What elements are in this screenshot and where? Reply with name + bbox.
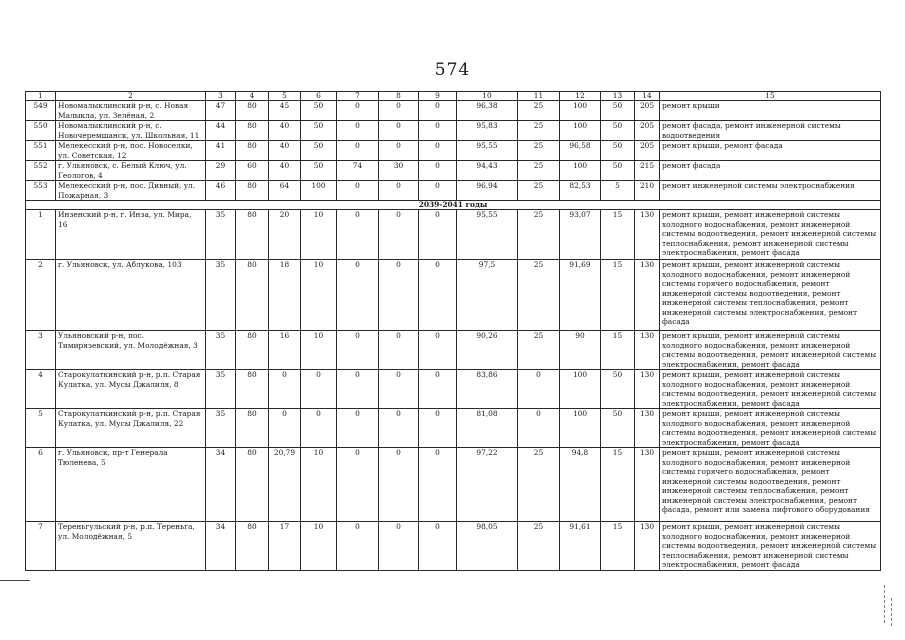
value-cell: 94,8 xyxy=(560,448,601,522)
value-cell: 0 xyxy=(518,370,560,409)
value-cell: 41 xyxy=(206,141,236,161)
value-cell: 130 xyxy=(635,260,660,331)
scan-mark xyxy=(884,585,885,623)
row-number-cell: 6 xyxy=(26,448,56,522)
address-cell: г. Ульяновск, с. Белый Ключ, ул. Геологов, 4 xyxy=(56,161,206,181)
value-cell: 100 xyxy=(560,409,601,448)
value-cell: 80 xyxy=(236,210,269,260)
value-cell: 0 xyxy=(337,331,379,370)
value-cell: 35 xyxy=(206,331,236,370)
value-cell: 15 xyxy=(601,210,635,260)
value-cell: 80 xyxy=(236,121,269,141)
value-cell: 35 xyxy=(206,409,236,448)
address-cell: Ульяновский р-н, пос. Тимирязевский, ул. Молодёжная, 3 xyxy=(56,331,206,370)
value-cell: 0 xyxy=(379,370,419,409)
works-cell: ремонт крыши, ремонт инженерной системы холодного водоснабжения, ремонт инженерной системы горячего водоснабжения, ремонт инженерной системы водоотведения, ремонт инженерной системы теплоснабжения, ремонт инженерной системы электроснабжения, ремонт фасада, ремонт или замена лифтового оборудования xyxy=(660,448,881,522)
value-cell: 25 xyxy=(518,181,560,201)
value-cell: 205 xyxy=(635,101,660,121)
table-row xyxy=(26,260,881,331)
header-row xyxy=(26,92,881,101)
value-cell: 96,38 xyxy=(457,101,518,121)
value-cell: 50 xyxy=(601,141,635,161)
value-cell: 215 xyxy=(635,161,660,181)
value-cell: 64 xyxy=(269,181,301,201)
value-cell: 0 xyxy=(337,409,379,448)
value-cell: 5 xyxy=(601,181,635,201)
works-cell: ремонт инженерной системы электроснабжения xyxy=(660,181,881,201)
value-cell: 91,69 xyxy=(560,260,601,331)
value-cell: 90,26 xyxy=(457,331,518,370)
value-cell: 60 xyxy=(236,161,269,181)
col-header: 3 xyxy=(206,92,236,101)
table-row xyxy=(26,370,881,409)
value-cell: 0 xyxy=(419,409,457,448)
value-cell: 100 xyxy=(301,181,337,201)
value-cell: 50 xyxy=(601,370,635,409)
value-cell: 40 xyxy=(269,121,301,141)
rows-bottom xyxy=(26,210,881,571)
row-number-cell: 550 xyxy=(26,121,56,141)
value-cell: 80 xyxy=(236,331,269,370)
capital-repair-table xyxy=(25,91,881,571)
row-number-cell: 551 xyxy=(26,141,56,161)
col-header: 12 xyxy=(560,92,601,101)
value-cell: 90 xyxy=(560,331,601,370)
value-cell: 0 xyxy=(337,101,379,121)
value-cell: 0 xyxy=(301,409,337,448)
value-cell: 34 xyxy=(206,522,236,571)
value-cell: 82,53 xyxy=(560,181,601,201)
value-cell: 0 xyxy=(419,370,457,409)
value-cell: 40 xyxy=(269,161,301,181)
table-row xyxy=(26,331,881,370)
works-cell: ремонт фасада, ремонт инженерной системы водоотведения xyxy=(660,121,881,141)
col-header: 10 xyxy=(457,92,518,101)
value-cell: 18 xyxy=(269,260,301,331)
value-cell: 10 xyxy=(301,210,337,260)
table-row xyxy=(26,101,881,121)
value-cell: 0 xyxy=(518,409,560,448)
value-cell: 0 xyxy=(419,448,457,522)
value-cell: 0 xyxy=(419,121,457,141)
address-cell: г. Ульяновск, ул. Аблукова, 103 xyxy=(56,260,206,331)
value-cell: 34 xyxy=(206,448,236,522)
row-number-cell: 553 xyxy=(26,181,56,201)
value-cell: 0 xyxy=(337,370,379,409)
works-cell: ремонт крыши, ремонт инженерной системы холодного водоснабжения, ремонт инженерной системы водоотведения, ремонт инженерной системы теплоснабжения, ремонт инженерной системы электроснабжения, ремонт фасада xyxy=(660,210,881,260)
value-cell: 210 xyxy=(635,181,660,201)
value-cell: 100 xyxy=(560,101,601,121)
value-cell: 50 xyxy=(601,409,635,448)
table-row xyxy=(26,181,881,201)
col-header: 6 xyxy=(301,92,337,101)
value-cell: 96,58 xyxy=(560,141,601,161)
value-cell: 45 xyxy=(269,101,301,121)
value-cell: 46 xyxy=(206,181,236,201)
works-cell: ремонт крыши, ремонт инженерной системы холодного водоснабжения, ремонт инженерной системы водоотведения, ремонт инженерной системы электроснабжения, ремонт фасада xyxy=(660,370,881,409)
value-cell: 0 xyxy=(419,141,457,161)
rows-top xyxy=(26,101,881,201)
row-number-cell: 549 xyxy=(26,101,56,121)
value-cell: 10 xyxy=(301,448,337,522)
value-cell: 205 xyxy=(635,141,660,161)
value-cell: 80 xyxy=(236,409,269,448)
value-cell: 0 xyxy=(379,181,419,201)
value-cell: 15 xyxy=(601,448,635,522)
value-cell: 80 xyxy=(236,370,269,409)
col-header: 1 xyxy=(26,92,56,101)
table-row xyxy=(26,522,881,571)
value-cell: 25 xyxy=(518,141,560,161)
value-cell: 50 xyxy=(301,141,337,161)
col-header: 9 xyxy=(419,92,457,101)
scan-mark xyxy=(891,598,892,626)
value-cell: 10 xyxy=(301,331,337,370)
value-cell: 0 xyxy=(337,448,379,522)
table-row xyxy=(26,161,881,181)
value-cell: 25 xyxy=(518,331,560,370)
value-cell: 0 xyxy=(337,121,379,141)
value-cell: 100 xyxy=(560,121,601,141)
value-cell: 80 xyxy=(236,141,269,161)
address-cell: Старокулаткинский р-н, р.п. Старая Кулатка, ул. Мусы Джалиля, 8 xyxy=(56,370,206,409)
value-cell: 35 xyxy=(206,370,236,409)
value-cell: 205 xyxy=(635,121,660,141)
value-cell: 20,79 xyxy=(269,448,301,522)
address-cell: г. Ульяновск, пр-т Генерала Тюленева, 5 xyxy=(56,448,206,522)
value-cell: 130 xyxy=(635,370,660,409)
value-cell: 0 xyxy=(337,522,379,571)
col-header: 2 xyxy=(56,92,206,101)
col-header: 14 xyxy=(635,92,660,101)
value-cell: 15 xyxy=(601,331,635,370)
value-cell: 15 xyxy=(601,522,635,571)
row-number-cell: 7 xyxy=(26,522,56,571)
value-cell: 50 xyxy=(601,121,635,141)
col-header: 4 xyxy=(236,92,269,101)
section-row xyxy=(26,201,881,210)
value-cell: 0 xyxy=(379,141,419,161)
value-cell: 83,86 xyxy=(457,370,518,409)
value-cell: 25 xyxy=(518,121,560,141)
value-cell: 25 xyxy=(518,448,560,522)
value-cell: 130 xyxy=(635,448,660,522)
value-cell: 0 xyxy=(379,331,419,370)
address-cell: Новомалыклинский р-н, с. Новочеремшанск, ул. Школьная, 11 xyxy=(56,121,206,141)
value-cell: 35 xyxy=(206,210,236,260)
value-cell: 0 xyxy=(419,210,457,260)
works-cell: ремонт крыши, ремонт инженерной системы холодного водоснабжения, ремонт инженерной системы водоотведения, ремонт инженерной системы электроснабжения, ремонт фасада xyxy=(660,409,881,448)
col-header: 13 xyxy=(601,92,635,101)
value-cell: 0 xyxy=(379,448,419,522)
value-cell: 47 xyxy=(206,101,236,121)
value-cell: 81,08 xyxy=(457,409,518,448)
value-cell: 74 xyxy=(337,161,379,181)
value-cell: 0 xyxy=(419,161,457,181)
value-cell: 0 xyxy=(419,101,457,121)
value-cell: 97,5 xyxy=(457,260,518,331)
value-cell: 0 xyxy=(269,409,301,448)
table-row xyxy=(26,448,881,522)
value-cell: 0 xyxy=(379,121,419,141)
value-cell: 94,43 xyxy=(457,161,518,181)
value-cell: 0 xyxy=(337,260,379,331)
value-cell: 25 xyxy=(518,161,560,181)
value-cell: 0 xyxy=(419,331,457,370)
value-cell: 15 xyxy=(601,260,635,331)
value-cell: 25 xyxy=(518,101,560,121)
value-cell: 91,61 xyxy=(560,522,601,571)
row-number-cell: 1 xyxy=(26,210,56,260)
row-number-cell: 5 xyxy=(26,409,56,448)
value-cell: 95,55 xyxy=(457,141,518,161)
value-cell: 0 xyxy=(379,409,419,448)
value-cell: 20 xyxy=(269,210,301,260)
value-cell: 0 xyxy=(379,522,419,571)
col-header: 5 xyxy=(269,92,301,101)
value-cell: 100 xyxy=(560,161,601,181)
value-cell: 80 xyxy=(236,101,269,121)
value-cell: 30 xyxy=(379,161,419,181)
value-cell: 10 xyxy=(301,522,337,571)
value-cell: 25 xyxy=(518,210,560,260)
value-cell: 130 xyxy=(635,409,660,448)
row-number-cell: 552 xyxy=(26,161,56,181)
works-cell: ремонт крыши, ремонт фасада xyxy=(660,141,881,161)
col-header: 7 xyxy=(337,92,379,101)
value-cell: 50 xyxy=(601,101,635,121)
value-cell: 50 xyxy=(601,161,635,181)
value-cell: 0 xyxy=(419,522,457,571)
address-cell: Инзенский р-н, г. Инза, ул. Мира, 16 xyxy=(56,210,206,260)
value-cell: 80 xyxy=(236,522,269,571)
address-cell: Мелекесский р-н, пос. Новоселки, ул. Советская, 12 xyxy=(56,141,206,161)
value-cell: 0 xyxy=(379,101,419,121)
value-cell: 50 xyxy=(301,161,337,181)
value-cell: 93,07 xyxy=(560,210,601,260)
value-cell: 130 xyxy=(635,331,660,370)
value-cell: 0 xyxy=(419,181,457,201)
value-cell: 0 xyxy=(301,370,337,409)
value-cell: 50 xyxy=(301,101,337,121)
works-cell: ремонт крыши, ремонт инженерной системы холодного водоснабжения, ремонт инженерной системы водоотведения, ремонт инженерной системы электроснабжения, ремонт фасада xyxy=(660,331,881,370)
value-cell: 25 xyxy=(518,260,560,331)
col-header: 15 xyxy=(660,92,881,101)
row-number-cell: 3 xyxy=(26,331,56,370)
value-cell: 0 xyxy=(419,260,457,331)
value-cell: 95,83 xyxy=(457,121,518,141)
works-cell: ремонт крыши xyxy=(660,101,881,121)
address-cell: Старокулаткинский р-н, р.п. Старая Кулатка, ул. Мусы Джалиля, 22 xyxy=(56,409,206,448)
value-cell: 0 xyxy=(379,210,419,260)
value-cell: 29 xyxy=(206,161,236,181)
value-cell: 25 xyxy=(518,522,560,571)
table-row xyxy=(26,210,881,260)
value-cell: 97,22 xyxy=(457,448,518,522)
row-number-cell: 2 xyxy=(26,260,56,331)
value-cell: 16 xyxy=(269,331,301,370)
address-cell: Мелекесский р-н, пос. Дивный, ул. Пожарная, 3 xyxy=(56,181,206,201)
value-cell: 50 xyxy=(301,121,337,141)
value-cell: 17 xyxy=(269,522,301,571)
table-row xyxy=(26,409,881,448)
value-cell: 95,55 xyxy=(457,210,518,260)
value-cell: 130 xyxy=(635,210,660,260)
value-cell: 80 xyxy=(236,181,269,201)
value-cell: 130 xyxy=(635,522,660,571)
value-cell: 96,94 xyxy=(457,181,518,201)
table-row xyxy=(26,141,881,161)
value-cell: 10 xyxy=(301,260,337,331)
value-cell: 100 xyxy=(560,370,601,409)
section-title: 2039-2041 годы xyxy=(26,201,881,210)
works-cell: ремонт фасада xyxy=(660,161,881,181)
value-cell: 0 xyxy=(269,370,301,409)
works-cell: ремонт крыши, ремонт инженерной системы холодного водоснабжения, ремонт инженерной системы горячего водоснабжения, ремонт инженерной системы водоотведения, ремонт инженерной системы теплоснабжения, ремонт инженерной системы электроснабжения, ремонт фасада xyxy=(660,260,881,331)
value-cell: 0 xyxy=(337,210,379,260)
page-number: 574 xyxy=(434,60,471,80)
value-cell: 0 xyxy=(337,141,379,161)
col-header: 11 xyxy=(518,92,560,101)
scan-line xyxy=(0,580,30,581)
value-cell: 98,05 xyxy=(457,522,518,571)
value-cell: 80 xyxy=(236,260,269,331)
address-cell: Новомалыклинский р-н, с. Новая Малыкла, ул. Зелёная, 2 xyxy=(56,101,206,121)
value-cell: 80 xyxy=(236,448,269,522)
value-cell: 0 xyxy=(337,181,379,201)
table-row xyxy=(26,121,881,141)
value-cell: 0 xyxy=(379,260,419,331)
row-number-cell: 4 xyxy=(26,370,56,409)
col-header: 8 xyxy=(379,92,419,101)
value-cell: 44 xyxy=(206,121,236,141)
works-cell: ремонт крыши, ремонт инженерной системы холодного водоснабжения, ремонт инженерной системы водоотведения, ремонт инженерной системы теплоснабжения, ремонт инженерной системы электроснабжения, ремонт фасада xyxy=(660,522,881,571)
address-cell: Тереньгульский р-н, р.п. Тереньга, ул. Молодёжная, 5 xyxy=(56,522,206,571)
value-cell: 40 xyxy=(269,141,301,161)
value-cell: 35 xyxy=(206,260,236,331)
